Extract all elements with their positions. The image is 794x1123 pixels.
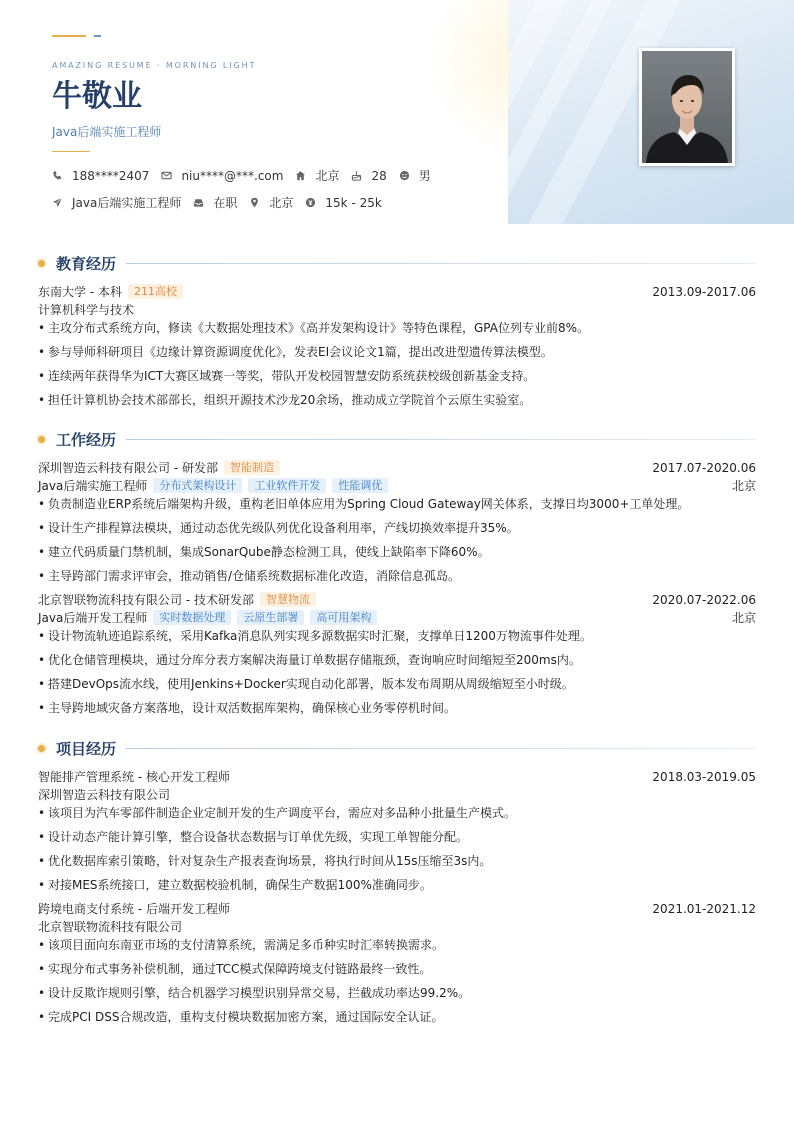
project-name: 跨境电商支付系统 - 后端开发工程师 [38, 902, 230, 916]
mail-icon [161, 170, 172, 181]
salary-icon [305, 197, 316, 208]
list-item: • 设计动态产能计算引擎，整合设备状态数据与订单优先级，实现工单智能分配。 [38, 829, 756, 846]
profile-photo [639, 48, 735, 166]
phone-text: 188****2407 [72, 168, 150, 183]
section-divider [126, 439, 756, 440]
intended-position-text: Java后端实施工程师 [72, 196, 182, 210]
list-item: • 该项目面向东南亚市场的支付清算系统，需满足多币种实时汇率转换需求。 [38, 937, 756, 954]
intended-position-item [52, 194, 181, 211]
intended-city-item [249, 194, 293, 211]
expected-salary-item [305, 196, 381, 210]
send-icon [52, 197, 63, 208]
candidate-name: 牛敬业 [52, 79, 142, 114]
project-name-row [38, 900, 756, 917]
job-city: 北京 [731, 611, 756, 625]
section-divider [126, 748, 756, 749]
list-item: • 该项目为汽车零部件制造企业定制开发的生产调度平台，需应对多品种小批量生产模式。 [38, 805, 756, 822]
email-item [161, 169, 283, 183]
job-position: Java后端开发工程师 [38, 611, 148, 625]
project-date: 2021.01-2021.12 [652, 901, 756, 916]
project-company-row [38, 786, 756, 803]
section-bullet-dot [38, 745, 45, 752]
skill-tag: 分布式架构设计 [153, 478, 242, 493]
job-position-row [38, 609, 756, 626]
project-name-row [38, 768, 756, 785]
list-item: • 设计生产排程算法模块，通过动态优先级队列优化设备利用率，产线切换效率提升35%。 [38, 520, 756, 537]
resume-tagline: AMAZING RESUME · MORNING LIGHT [52, 61, 257, 70]
job-city: 北京 [731, 479, 756, 493]
job-date: 2020.07-2022.06 [652, 592, 756, 607]
age-item [351, 169, 386, 183]
company-name: 北京智联物流科技有限公司 - 技术研发部 [38, 593, 254, 607]
project-company: 北京智联物流科技有限公司 [38, 920, 183, 934]
job-company-row [38, 591, 756, 608]
cake-icon [351, 170, 362, 181]
education-school-row [38, 283, 756, 300]
person-portrait-icon [642, 51, 732, 163]
candidate-role: Java后端实施工程师 [52, 125, 162, 139]
project-company: 深圳智造云科技有限公司 [38, 788, 171, 802]
list-item: • 优化仓储管理模块，通过分库分表方案解决海量订单数据存储瓶颈，查询响应时间缩短至200ms内。 [38, 652, 756, 669]
section-divider [126, 263, 756, 264]
education-major-row [38, 301, 756, 318]
list-item: • 负责制造业ERP系统后端架构升级，重构老旧单体应用为Spring Cloud Gateway网关体系，支撑日均3000+工单处理。 [38, 496, 756, 513]
skill-tag: 云原生部署 [237, 610, 304, 625]
job-date: 2017.07-2020.06 [652, 460, 756, 475]
project-section-header [36, 737, 756, 759]
job-status-text: 在职 [213, 196, 238, 210]
phone-item [52, 169, 149, 183]
contact-info-row [52, 167, 443, 184]
age-text: 28 [371, 168, 387, 183]
hometown-text: 北京 [315, 169, 340, 183]
education-date: 2013.09-2017.06 [652, 284, 756, 299]
expected-salary-text: 15k - 25k [325, 195, 382, 210]
list-item: • 参与导师科研项目《边缘计算资源调度优化》，发表EI会议论文1篇，提出改进型遗传算法模型。 [38, 344, 756, 361]
skill-tag: 工业软件开发 [248, 478, 326, 493]
list-item: • 担任计算机协会技术部部长，组织开源技术沙龙20余场，推动成立学院首个云原生实验室。 [38, 392, 756, 409]
email-text: niu****@***.com [181, 168, 284, 183]
gender-text: 男 [418, 169, 431, 183]
gender-icon [399, 170, 410, 181]
list-item: • 连续两年获得华为ICT大赛区域赛一等奖，带队开发校园智慧安防系统获校级创新基金支持。 [38, 368, 756, 385]
section-bullet-dot [38, 436, 45, 443]
list-item: • 主导跨部门需求评审会，推动销售/仓储系统数据标准化改造，消除信息孤岛。 [38, 568, 756, 585]
list-item: • 实现分布式事务补偿机制，通过TCC模式保障跨境支付链路最终一致性。 [38, 961, 756, 978]
resume-header [0, 0, 794, 224]
skill-tag: 高可用架构 [310, 610, 377, 625]
job-position-row [38, 477, 756, 494]
project-name: 智能排产管理系统 - 核心开发工程师 [38, 770, 230, 784]
work-title: 工作经历 [56, 430, 117, 449]
section-bullet-dot [38, 260, 45, 267]
school-tag: 211高校 [128, 284, 183, 299]
header-divider [52, 151, 90, 152]
project-date: 2018.03-2019.05 [652, 769, 756, 784]
intended-city-text: 北京 [269, 196, 294, 210]
project-title: 项目经历 [56, 739, 117, 758]
location-icon [249, 197, 260, 208]
list-item: • 完成PCI DSS合规改造，重构支付模块数据加密方案，通过国际安全认证。 [38, 1009, 756, 1026]
list-item: • 搭建DevOps流水线，使用Jenkins+Docker实现自动化部署，版本发布周期从周级缩短至小时级。 [38, 676, 756, 693]
list-item: • 主攻分布式系统方向，修读《大数据处理技术》《高并发架构设计》等特色课程，GPA位列专业前8%。 [38, 320, 756, 337]
list-item: • 对接MES系统接口，建立数据校验机制，确保生产数据100%准确同步。 [38, 877, 756, 894]
school-name: 东南大学 - 本科 [38, 285, 122, 299]
home-icon [295, 170, 306, 181]
phone-icon [52, 170, 63, 181]
industry-tag: 智能制造 [224, 460, 280, 475]
skill-tag: 实时数据处理 [153, 610, 231, 625]
work-section-header [36, 428, 756, 450]
job-intention-row [52, 194, 394, 211]
education-section-header [36, 252, 756, 274]
list-item: • 设计反欺诈规则引擎，结合机器学习模型识别异常交易，拦截成功率达99.2%。 [38, 985, 756, 1002]
list-item: • 优化数据库索引策略，针对复杂生产报表查询场景，将执行时间从15s压缩至3s内。 [38, 853, 756, 870]
job-position: Java后端实施工程师 [38, 479, 148, 493]
job-status-item [193, 194, 237, 211]
list-item: • 建立代码质量门禁机制，集成SonarQube静态检测工具，使线上缺陷率下降60%。 [38, 544, 756, 561]
skill-tag: 性能调优 [332, 478, 388, 493]
job-company-row [38, 459, 756, 476]
education-title: 教育经历 [56, 254, 117, 273]
hometown-item [295, 167, 339, 184]
major-name: 计算机科学与技术 [38, 303, 135, 317]
gender-item [399, 167, 431, 184]
industry-tag: 智慧物流 [260, 592, 316, 607]
list-item: • 主导跨地域灾备方案落地，设计双活数据库架构，确保核心业务零停机时间。 [38, 700, 756, 717]
company-name: 深圳智造云科技有限公司 - 研发部 [38, 461, 218, 475]
inbox-icon [193, 197, 204, 208]
list-item: • 设计物流轨迹追踪系统，采用Kafka消息队列实现多源数据实时汇聚，支撑单日1200万物流事件处理。 [38, 628, 756, 645]
project-company-row [38, 918, 756, 935]
